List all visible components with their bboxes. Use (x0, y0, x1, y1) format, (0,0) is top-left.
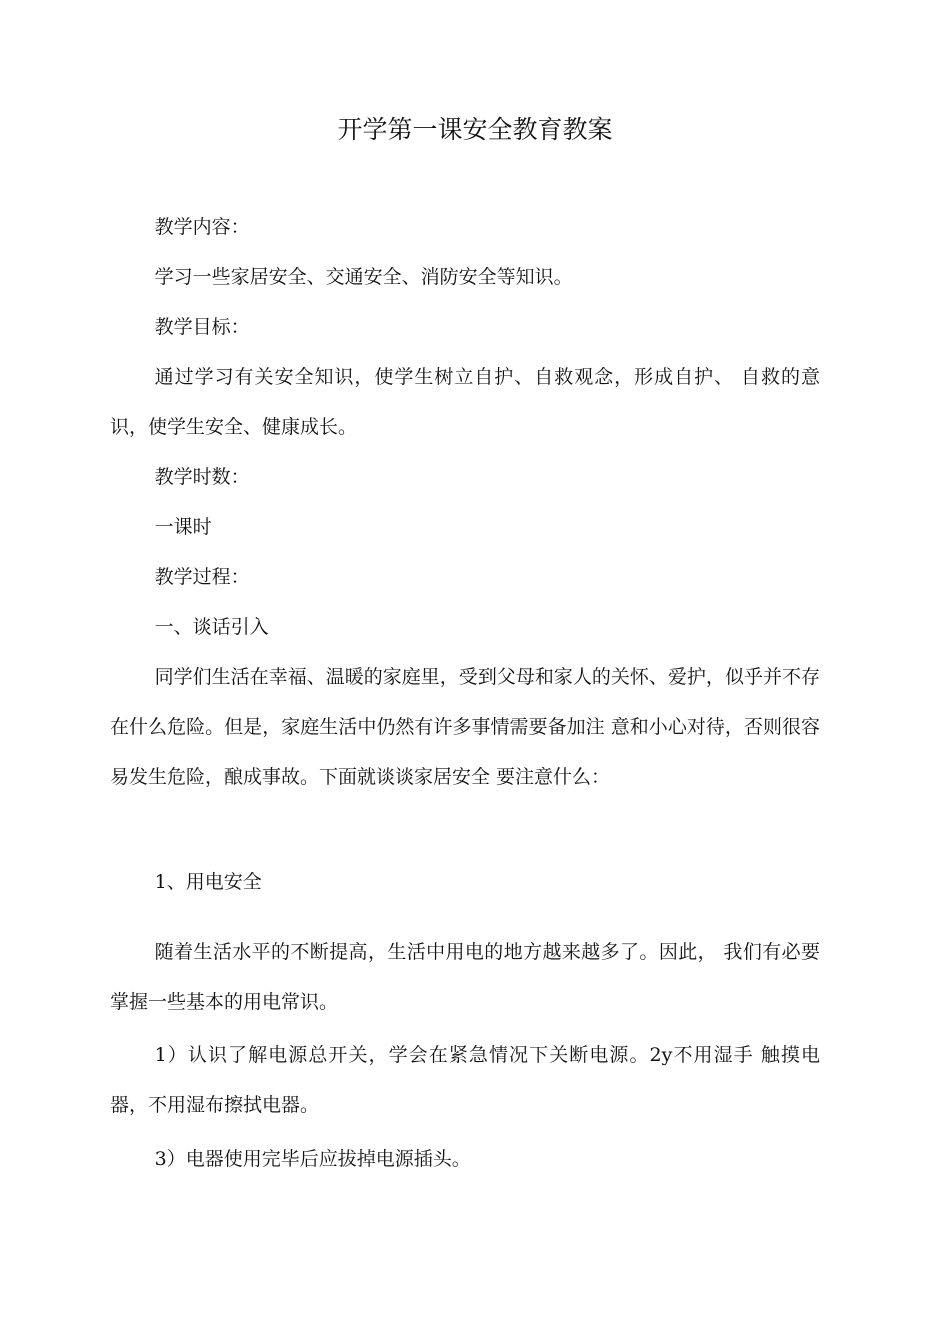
paragraph-teaching-content-heading: 教学内容： (154, 216, 250, 238)
paragraph-electric-safety-heading: 1、用电安全 (154, 871, 262, 893)
paragraph-teaching-goal: 通过学习有关安全知识，使学生树立自护、自救观念，形成自护、 自救的意识，使学生安全、健康成长。 (110, 366, 820, 438)
paragraph-teaching-hours: 一课时 (154, 516, 212, 538)
paragraph-teaching-goal-heading: 教学目标： (154, 316, 250, 338)
document-title: 开学第一课安全教育教案 (337, 115, 613, 144)
paragraph-teaching-content: 学习一些家居安全、交通安全、消防安全等知识。 (154, 266, 573, 288)
paragraph-electric-rule-3: 3）电器使用完毕后应拔掉电源插头。 (154, 1148, 471, 1170)
paragraph-section-intro: 同学们生活在幸福、温暖的家庭里，受到父母和家人的关怀、爱护，似乎并不存在什么危险。但是，家庭生活中仍然有许多事情需要备加注 意和小心对待，否则很容易发生危险，酿成事故。下面就谈谈家居安全 要注意什么： (110, 666, 820, 788)
paragraph-electric-rule-1-2: 1）认识了解电源总开关，学会在紧急情况下关断电源。2y不用湿手 触摸电器，不用湿布擦拭电器。 (110, 1044, 820, 1116)
paragraph-section-intro-heading: 一、谈话引入 (154, 616, 269, 638)
paragraph-teaching-process-heading: 教学过程： (154, 566, 250, 588)
paragraph-teaching-hours-heading: 教学时数： (154, 466, 250, 488)
paragraph-electric-safety-intro: 随着生活水平的不断提高，生活中用电的地方越来越多了。因此， 我们有必要掌握一些基本的用电常识。 (110, 941, 820, 1013)
